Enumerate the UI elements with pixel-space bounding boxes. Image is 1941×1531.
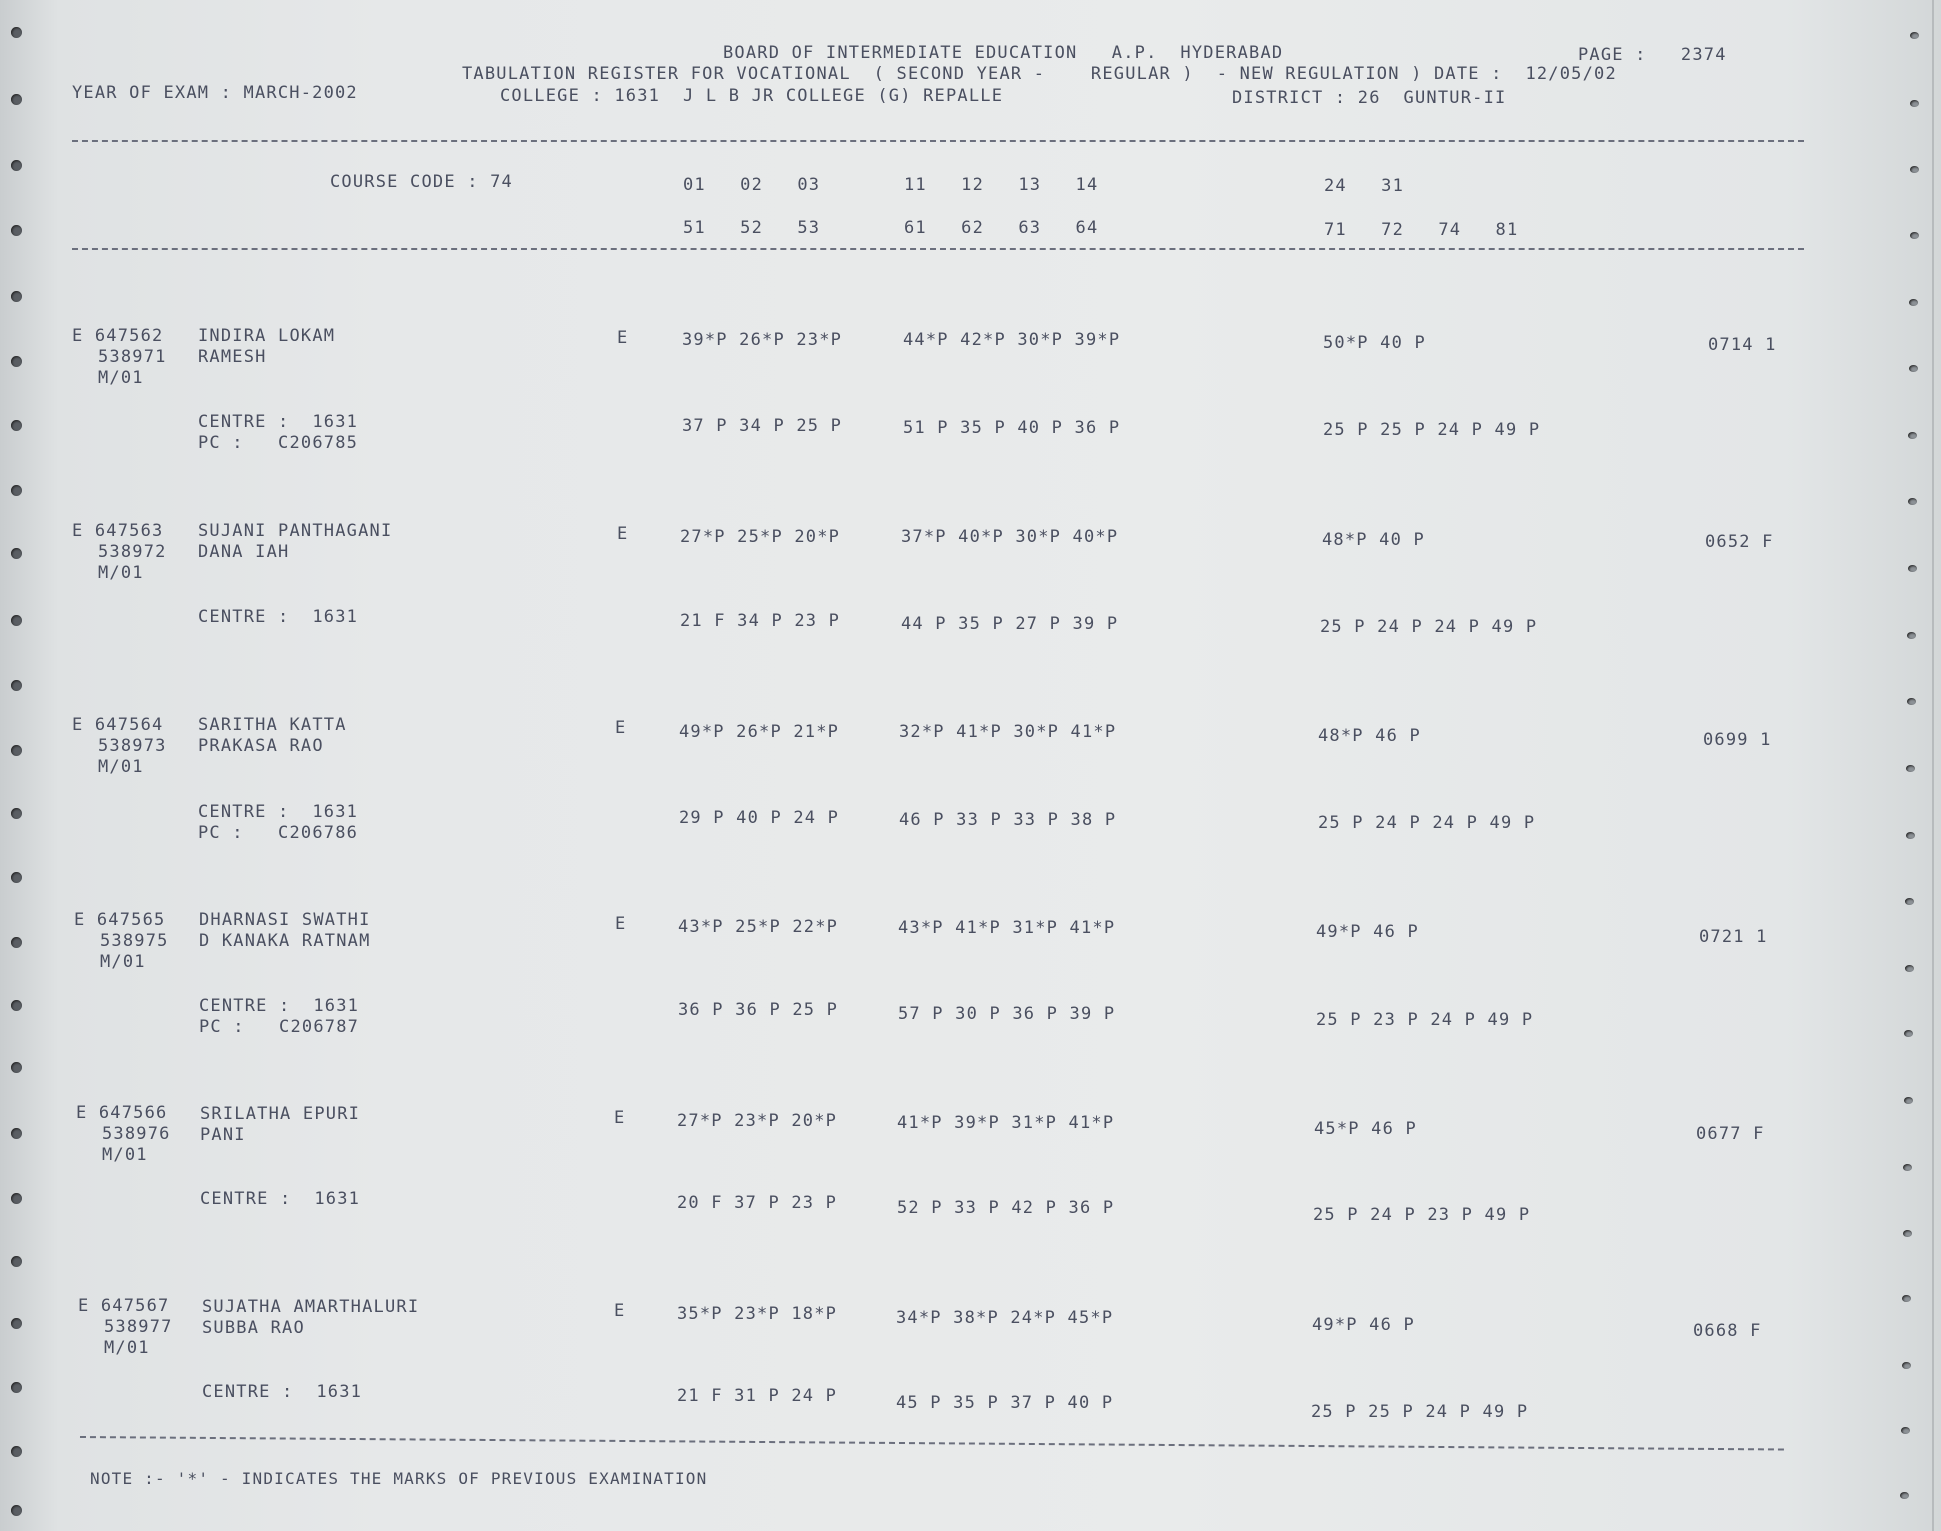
student-name: SUJATHA AMARTHALURI: [202, 1297, 420, 1317]
board-title: BOARD OF INTERMEDIATE EDUCATION A.P. HYDERABAD: [723, 43, 1284, 63]
course-code: COURSE CODE : 74: [330, 172, 513, 192]
marks-row2-b: 51 P 35 P 40 P 36 P: [903, 418, 1121, 438]
grand-total: 0677 F: [1696, 1124, 1765, 1144]
student-name: DHARNASI SWATHI: [199, 910, 371, 930]
medium: E: [615, 914, 627, 934]
marks-row2-b: 45 P 35 P 37 P 40 P: [896, 1393, 1114, 1413]
register-title: TABULATION REGISTER FOR VOCATIONAL ( SECOND YEAR - REGULAR ) - NEW REGULATION ) DATE : 12/05/02: [462, 64, 1617, 84]
column-codes-row1-a: 01 02 03: [683, 175, 821, 195]
marks-row1-c: 48*P 46 P: [1318, 726, 1421, 746]
pass-certificate: PC : C206787: [199, 1017, 360, 1037]
register-number: 538972: [98, 542, 167, 562]
marks-row2-c: 25 P 24 P 24 P 49 P: [1318, 813, 1536, 833]
marks-row1-c: 48*P 40 P: [1322, 530, 1425, 550]
student-id: E 647563: [72, 521, 164, 541]
column-codes-row1-b: 11 12 13 14: [904, 175, 1099, 195]
footnote: NOTE :- '*' - INDICATES THE MARKS OF PREVIOUS EXAMINATION: [90, 1469, 708, 1488]
student-name: SUJANI PANTHAGANI: [198, 521, 393, 541]
marks-row2-b: 46 P 33 P 33 P 38 P: [899, 810, 1117, 830]
marks-row1-b: 44*P 42*P 30*P 39*P: [903, 330, 1121, 350]
register-number: 538973: [98, 736, 167, 756]
register-number: 538975: [100, 931, 169, 951]
column-divider: [72, 248, 1804, 250]
year-of-exam: YEAR OF EXAM : MARCH-2002: [72, 83, 358, 103]
column-codes-row2-a: 51 52 53: [683, 218, 821, 238]
medium: E: [617, 524, 629, 544]
marks-row1-c: 49*P 46 P: [1312, 1315, 1415, 1335]
category: M/01: [98, 757, 144, 777]
marks-row1-b: 41*P 39*P 31*P 41*P: [897, 1113, 1115, 1133]
category: M/01: [104, 1338, 150, 1358]
marks-row2-c: 25 P 24 P 24 P 49 P: [1320, 617, 1538, 637]
marks-row2-b: 57 P 30 P 36 P 39 P: [898, 1004, 1116, 1024]
student-id: E 647566: [76, 1103, 168, 1123]
student-name: INDIRA LOKAM: [198, 326, 336, 346]
marks-row1-a: 27*P 23*P 20*P: [677, 1111, 838, 1131]
page-edge: [1932, 0, 1934, 1531]
marks-row1-a: 35*P 23*P 18*P: [677, 1304, 838, 1324]
centre: CENTRE : 1631: [202, 1382, 363, 1402]
father-name: DANA IAH: [198, 542, 290, 562]
register-number: 538977: [104, 1317, 173, 1337]
marks-row2-a: 21 F 31 P 24 P: [677, 1386, 838, 1406]
father-name: SUBBA RAO: [202, 1318, 305, 1338]
marks-row2-a: 29 P 40 P 24 P: [679, 808, 840, 828]
marks-row2-c: 25 P 24 P 23 P 49 P: [1313, 1205, 1531, 1225]
grand-total: 0721 1: [1699, 927, 1768, 947]
header-divider: [72, 140, 1804, 142]
father-name: PANI: [200, 1125, 246, 1145]
marks-row1-a: 39*P 26*P 23*P: [682, 330, 843, 350]
marks-row2-a: 37 P 34 P 25 P: [682, 416, 843, 436]
category: M/01: [98, 368, 144, 388]
pass-certificate: PC : C206785: [198, 433, 359, 453]
student-id: E 647567: [78, 1296, 170, 1316]
register-number: 538976: [102, 1124, 171, 1144]
centre: CENTRE : 1631: [200, 1189, 361, 1209]
centre: CENTRE : 1631: [198, 802, 359, 822]
student-id: E 647565: [74, 910, 166, 930]
column-codes-row2-b: 61 62 63 64: [904, 218, 1099, 238]
marks-row1-a: 49*P 26*P 21*P: [679, 722, 840, 742]
marks-row2-c: 25 P 23 P 24 P 49 P: [1316, 1010, 1534, 1030]
grand-total: 0668 F: [1693, 1321, 1762, 1341]
marks-row1-c: 50*P 40 P: [1323, 333, 1426, 353]
page-number: PAGE : 2374: [1578, 45, 1727, 65]
grand-total: 0652 F: [1705, 532, 1774, 552]
marks-row2-b: 44 P 35 P 27 P 39 P: [901, 614, 1119, 634]
student-name: SARITHA KATTA: [198, 715, 347, 735]
marks-row1-b: 34*P 38*P 24*P 45*P: [896, 1308, 1114, 1328]
marks-row2-c: 25 P 25 P 24 P 49 P: [1311, 1402, 1529, 1422]
marks-row1-a: 43*P 25*P 22*P: [678, 917, 839, 937]
marks-row2-a: 20 F 37 P 23 P: [677, 1193, 838, 1213]
district-info: DISTRICT : 26 GUNTUR-II: [1232, 88, 1507, 108]
centre: CENTRE : 1631: [198, 607, 359, 627]
marks-row1-b: 43*P 41*P 31*P 41*P: [898, 918, 1116, 938]
marks-row2-c: 25 P 25 P 24 P 49 P: [1323, 420, 1541, 440]
marks-row1-c: 45*P 46 P: [1314, 1119, 1417, 1139]
centre: CENTRE : 1631: [199, 996, 360, 1016]
category: M/01: [98, 563, 144, 583]
father-name: D KANAKA RATNAM: [199, 931, 371, 951]
father-name: RAMESH: [198, 347, 267, 367]
medium: E: [615, 718, 627, 738]
student-id: E 647564: [72, 715, 164, 735]
medium: E: [617, 328, 629, 348]
register-number: 538971: [98, 347, 167, 367]
grand-total: 0714 1: [1708, 335, 1777, 355]
student-name: SRILATHA EPURI: [200, 1104, 361, 1124]
pass-certificate: PC : C206786: [198, 823, 359, 843]
column-codes-row1-c: 24 31: [1324, 176, 1405, 196]
marks-row2-a: 36 P 36 P 25 P: [678, 1000, 839, 1020]
category: M/01: [100, 952, 146, 972]
marks-row1-a: 27*P 25*P 20*P: [680, 527, 841, 547]
marks-row2-a: 21 F 34 P 23 P: [680, 611, 841, 631]
medium: E: [614, 1108, 626, 1128]
marks-row1-b: 37*P 40*P 30*P 40*P: [901, 527, 1119, 547]
column-codes-row2-c: 71 72 74 81: [1324, 220, 1519, 240]
centre: CENTRE : 1631: [198, 412, 359, 432]
marks-row1-b: 32*P 41*P 30*P 41*P: [899, 722, 1117, 742]
footer-divider: [80, 1436, 1784, 1450]
grand-total: 0699 1: [1703, 730, 1772, 750]
marks-row2-b: 52 P 33 P 42 P 36 P: [897, 1198, 1115, 1218]
student-id: E 647562: [72, 326, 164, 346]
college-info: COLLEGE : 1631 J L B JR COLLEGE (G) REPALLE: [500, 86, 1004, 106]
father-name: PRAKASA RAO: [198, 736, 324, 756]
marks-row1-c: 49*P 46 P: [1316, 922, 1419, 942]
medium: E: [614, 1301, 626, 1321]
category: M/01: [102, 1145, 148, 1165]
